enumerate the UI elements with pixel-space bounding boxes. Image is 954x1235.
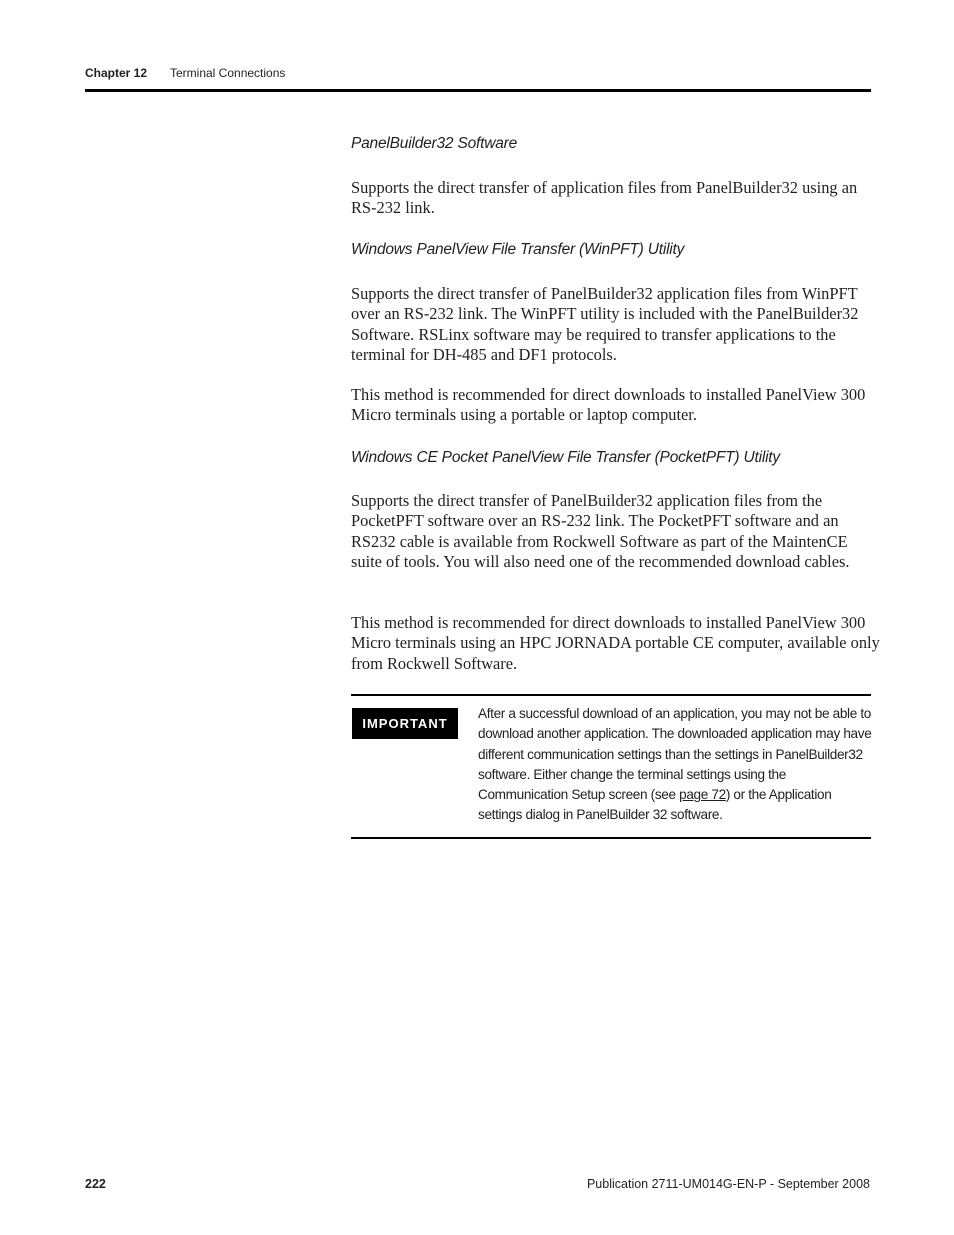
chapter-label: Chapter 12 <box>85 66 148 80</box>
section-heading: Windows CE Pocket PanelView File Transfer (PocketPFT) Utility <box>351 449 780 466</box>
section-heading: PanelBuilder32 Software <box>351 135 518 152</box>
section-body <box>351 613 881 674</box>
paragraph: Supports the direct transfer of application files from PanelBuilder32 using an RS-232 link. <box>351 178 858 218</box>
important-badge: IMPORTANT <box>352 708 458 739</box>
section-body <box>351 385 881 426</box>
section-body <box>351 178 881 219</box>
important-bottom-rule <box>351 837 871 839</box>
paragraph: This method is recommended for direct downloads to installed PanelView 300 Micro terminals using a portable or laptop computer. <box>351 385 866 425</box>
section-winpft <box>351 241 881 259</box>
section-body <box>351 491 881 572</box>
section-pocketpft <box>351 449 881 467</box>
paragraph: Supports the direct transfer of PanelBuilder32 application files from the PocketPFT software over an RS-232 link. The PocketPFT software and an RS232 cable is available from Rockwell Software as part of the MaintenCE suite of tools. You will also need one of the recommended download cables. <box>351 491 850 571</box>
section-heading: Windows PanelView File Transfer (WinPFT) Utility <box>351 241 685 258</box>
page-link[interactable]: page 72 <box>679 787 726 803</box>
publication-info: Publication 2711-UM014G-EN-P - September 2008 <box>586 1177 870 1191</box>
important-note <box>478 704 874 826</box>
paragraph: This method is recommended for direct downloads to installed PanelView 300 Micro terminals using an HPC JORNADA portable CE computer, available only from Rockwell Software. <box>351 613 880 673</box>
running-header <box>85 66 286 80</box>
important-text-end: ) or the Application settings dialog in PanelBuilder 32 software. <box>478 787 832 823</box>
section-panelbuilder32 <box>351 135 881 153</box>
section-title: Terminal Connections <box>170 66 286 80</box>
header-rule <box>85 89 871 92</box>
section-body <box>351 284 881 365</box>
paragraph: Supports the direct transfer of PanelBuilder32 application files from WinPFT over an RS-232 link. The WinPFT utility is included with the PanelBuilder32 Software. RSLinx software may be required to transfer applications to the terminal for DH-485 and DF1 protocols. <box>351 284 859 364</box>
important-top-rule <box>351 694 871 696</box>
important-text: After a successful download of an application, you may not be able to download another application. The downloaded application may have different communication settings than the settings in PanelBuilder32 software. Either change the terminal settings using the Communication Setup screen (see <box>478 706 872 803</box>
page-number: 222 <box>85 1177 106 1191</box>
